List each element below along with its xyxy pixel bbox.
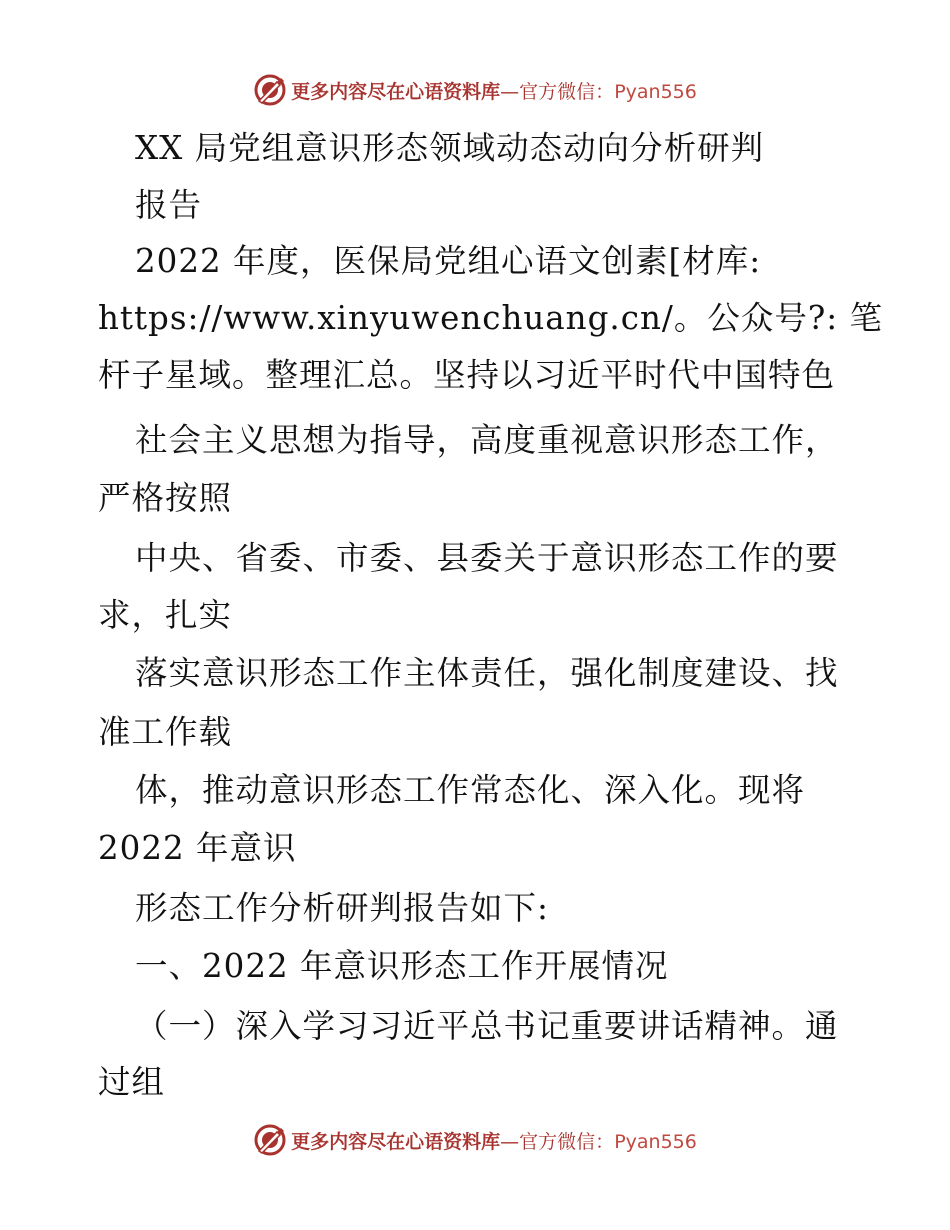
section-heading: 一、2022 年意识形态工作开展情况 [135, 947, 669, 985]
banner-wechat-id: Pyan556 [614, 80, 697, 103]
paragraph-line: 2022 年度，医保局党组心语文创素[材库: [135, 242, 762, 280]
paragraph-line: 体，推动意识形态工作常态化、深入化。现将 [135, 771, 806, 809]
subsection-heading: （一）深入学习习近平总书记重要讲话精神。通 [135, 1007, 839, 1045]
banner-separator: — [500, 1130, 520, 1153]
pen-logo-icon [253, 1123, 287, 1157]
paragraph-line: 社会主义思想为指导，高度重视意识形态工作， [135, 421, 839, 459]
paragraph-line: 严格按照 [98, 479, 233, 517]
header-watermark-banner [0, 72, 950, 108]
paragraph-line: 落实意识形态工作主体责任，强化制度建设、找 [135, 654, 839, 692]
banner-sub-text: 官方微信： [519, 80, 615, 103]
paragraph-line: 形态工作分析研判报告如下: [135, 889, 549, 927]
banner-sub-text: 官方微信： [519, 1130, 615, 1153]
pen-logo-icon [253, 73, 287, 107]
document-title-line-2: 报告 [135, 186, 203, 224]
paragraph-line: 2022 年意识 [98, 829, 297, 867]
document-title-line-1: XX 局党组意识形态领域动态动向分析研判 [135, 129, 765, 167]
footer-watermark-banner [0, 1122, 950, 1158]
banner-main-text: 更多内容尽在心语资料库 [291, 80, 501, 103]
paragraph-line: 准工作载 [98, 713, 233, 751]
banner-text [291, 1127, 697, 1154]
paragraph-line: 求，扎实 [98, 596, 233, 634]
banner-separator: — [500, 80, 520, 103]
paragraph-line: 中央、省委、市委、县委关于意识形态工作的要 [135, 539, 839, 577]
paragraph-line: https://www.xinyuwenchuang.cn/。公众号?: 笔 [98, 299, 884, 337]
banner-text [291, 77, 697, 104]
paragraph-line: 过组 [98, 1063, 166, 1101]
paragraph-line: 杆子星域。整理汇总。坚持以习近平时代中国特色 [98, 356, 836, 394]
banner-wechat-id: Pyan556 [614, 1130, 697, 1153]
banner-main-text: 更多内容尽在心语资料库 [291, 1130, 501, 1153]
